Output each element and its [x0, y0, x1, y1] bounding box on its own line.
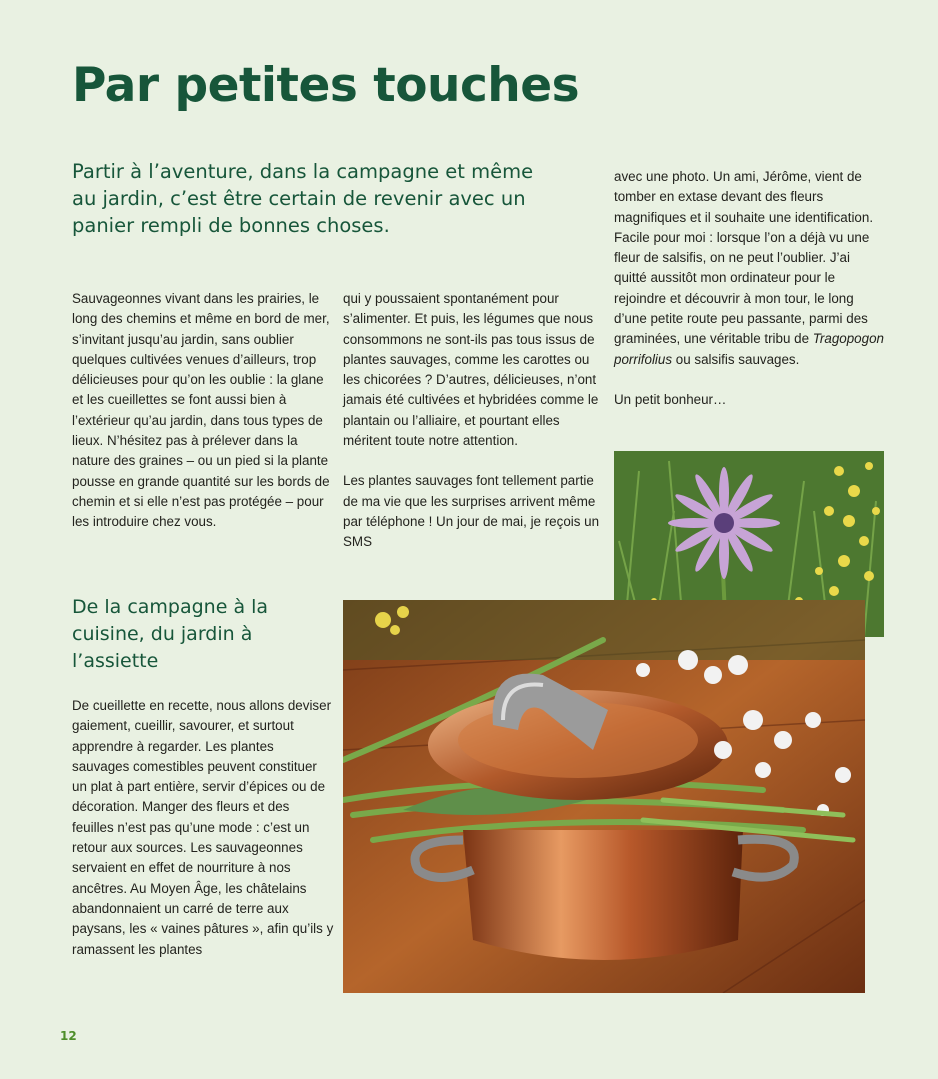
text-column-right [614, 167, 884, 410]
paragraph-salsifis [614, 167, 884, 370]
paragraph-bonheur: Un petit bonheur… [614, 391, 727, 407]
text-column-left-bottom [72, 696, 334, 960]
copper-pan-photo [343, 600, 865, 993]
page-number: 12 [60, 1029, 77, 1043]
paragraph-sauvageonnes: Sauvageonnes vivant dans les prairies, le long des chemins et même en bord de mer, s’invitant jusqu’au jardin, sans oublier quelques cultivées venues d’ailleurs, trop délicieuses pour qu’on les oublie : la glane et les cueillettes se font aussi bien à l’extérieur qu’au jardin, dans tous types de lieux. N’hésitez pas à prélever dans la nature des graines – ou un pied si la plante pousse en grande quantité sur les bords de chemin et si elle n’est pas protégée – pour les introduire chez vous. [72, 291, 330, 530]
species-name: Tragopogon porrifolius [614, 331, 884, 367]
text-column-left-top [72, 289, 334, 533]
intro-lead: Partir à l’aventure, dans la campagne et même au jardin, c’est être certain de revenir avec un panier rempli de bonnes choses. [72, 160, 534, 237]
text-column-middle [343, 289, 601, 553]
paragraph-salsifis-start: avec une photo. Un ami, Jérôme, vient de tomber en extase devant des fleurs magnifiques et il souhaite une identification. Facile pour moi : lorsque l’on a déjà vu une fleur de salsifis, on ne peut l’oublier. J’ai quitté aussitôt mon ordinateur pour le rejoindre et découvrir à mon tour, le long d’une petite route peu passante, parmi des graminées, une véritable tribu de [614, 169, 874, 347]
paragraph-cueillette: De cueillette en recette, nous allons deviser gaiement, cueillir, savourer, et surtout apprendre à regarder. Les plantes sauvages comestibles peuvent constituer un plat à part entière, servir d’épices ou de décoration. Manger des fleurs et des feuilles n’est pas qu’une mode : c’est un retour aux sources. Les sauvageonnes servaient en effet de nourriture à nos ancêtres. Au Moyen Âge, les châtelains abandonnaient un carré de terre aux paysans, les « vaines pâtures », afin qu’ils y ramassent les plantes [72, 698, 334, 957]
page-title: Par petites touches [72, 58, 580, 113]
paragraph-salsifis-end: ou salsifis sauvages. [672, 351, 800, 367]
section-heading: De la campagne à la cuisine, du jardin à l’assiette [72, 596, 269, 672]
paragraph-telephone: Les plantes sauvages font tellement partie de ma vie que les surprises arrivent même par téléphone ! Un jour de mai, je reçois un SMS [343, 473, 600, 550]
paragraph-legumes: qui y poussaient spontanément pour s’alimenter. Et puis, les légumes que nous consommons ne sont-ils pas tous issus de plantes sauvages, comme les carottes ou les chicorées ? D’autres, délicieuses, n’ont jamais été cultivées et hybridées comme le plantain ou l’alliaire, et pourtant elles méritent toute notre attention. [343, 291, 599, 449]
